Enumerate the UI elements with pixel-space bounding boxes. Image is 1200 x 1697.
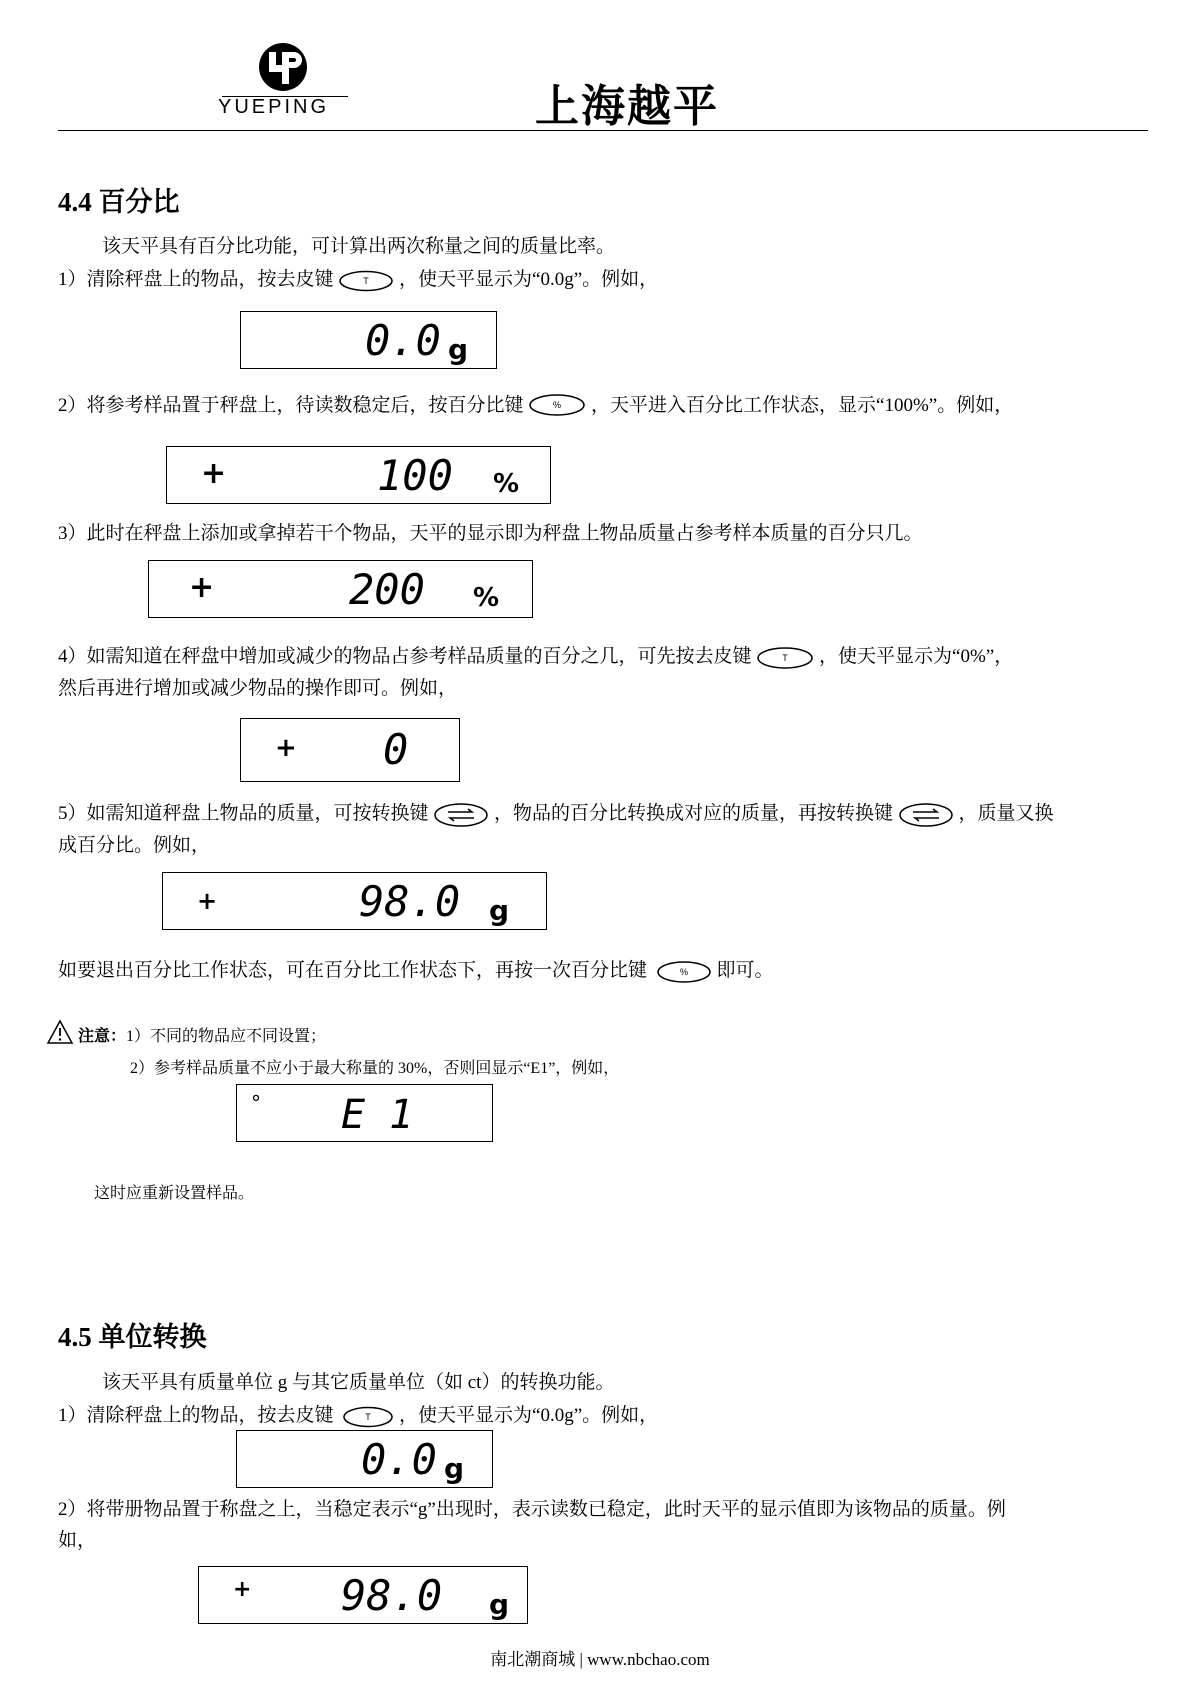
sec44-step5-text-b: ，物品的百分比转换成对应的质量，再按转换键: [494, 803, 894, 824]
lcd-sign: +: [189, 570, 215, 605]
tare-key-label: T: [782, 652, 789, 663]
sec44-intro: 该天平具有百分比功能，可计算出两次称量之间的质量比率。: [102, 236, 616, 257]
logo-text: YUEPING: [218, 96, 330, 118]
warning-icon: [46, 1019, 74, 1045]
lcd-unit: g: [444, 1452, 465, 1485]
lcd-value: 100: [377, 451, 453, 500]
sec44-reset: 这时应重新设置样品。: [94, 1185, 255, 1202]
sec44-step5: [58, 798, 1054, 828]
sec44-step3: 3）此时在秤盘上添加或拿掉若干个物品，天平的显示即为秤盘上物品质量占参考样本质量的百分只几。: [58, 523, 923, 544]
sec44-step4-text-a: 4）如需知道在秤盘中增加或减少的物品占参考样品质量的百分之几，可先按去皮键: [58, 646, 752, 667]
note-line-1: [78, 1023, 326, 1046]
lcd-sign: +: [233, 1577, 252, 1602]
percent-key-label: %: [679, 966, 688, 977]
lcd-display-7: [236, 1430, 493, 1488]
lcd-value: 98.0: [359, 877, 461, 926]
sec44-step1-text-b: ，使天平显示为“0.0g”。例如，: [399, 269, 659, 290]
tare-key-icon: [756, 645, 814, 671]
lcd-sign: +: [201, 456, 227, 491]
lcd-value: 98.0: [341, 1571, 443, 1620]
tare-key-label: T: [363, 275, 370, 286]
lcd-value: 200: [349, 565, 425, 614]
sec45-step1-text-b: ，使天平显示为“0.0g”。例如，: [399, 1405, 659, 1426]
lcd-display-4: [240, 718, 460, 782]
sec44-step4: [58, 641, 1013, 671]
sec44-step2-text-b: ，天平进入百分比工作状态，显示“100%”。例如，: [591, 395, 1014, 416]
convert-key-icon: [433, 802, 489, 828]
sec44-step4-cont: 然后再进行增加或减少物品的操作即可。例如，: [58, 678, 458, 699]
lcd-display-2: [166, 446, 551, 504]
section-4-4-title: 4.4 百分比: [58, 187, 180, 217]
tare-key-icon: [338, 1405, 394, 1429]
note-2: 2）参考样品质量不应小于最大称量的 30%，否则回显示“E1”，例如，: [130, 1060, 620, 1077]
sec44-step1-text-a: 1）清除秤盘上的物品，按去皮键: [58, 269, 334, 290]
sec45-intro: 该天平具有质量单位 g 与其它质量单位（如 ct）的转换功能。: [102, 1372, 615, 1393]
sec44-exit-text-b: 即可。: [716, 960, 774, 981]
lcd-display-3: [148, 560, 533, 618]
lcd-unit: %: [473, 583, 500, 613]
lcd-unit: g: [489, 1588, 510, 1621]
lcd-value: E 1: [341, 1092, 414, 1138]
logo-underline: [222, 96, 348, 97]
lcd-display-5: [162, 872, 547, 930]
tare-key-icon: [338, 270, 394, 292]
header-rule: [58, 130, 1148, 131]
sec44-step4-text-b: ，使天平显示为“0%”，: [819, 646, 1014, 667]
lcd-unit: %: [493, 469, 520, 499]
lcd-unit: g: [448, 333, 469, 366]
percent-key-icon: [528, 393, 586, 421]
sec45-step2-cont: 如，: [58, 1530, 97, 1551]
tare-key-label: T: [365, 1411, 372, 1422]
lcd-value: 0.0: [365, 316, 441, 365]
footer-link[interactable]: 南北潮商城 | www.nbchao.com: [490, 1650, 710, 1669]
sec44-step2-text-a: 2）将参考样品置于秤盘上，待读数稳定后，按百分比键: [58, 395, 524, 416]
percent-key-label: %: [553, 399, 562, 410]
yueping-logo-icon: [258, 42, 308, 92]
lcd-stable-mark: °: [251, 1091, 261, 1115]
note-label: 注意：: [78, 1028, 127, 1045]
lcd-sign: +: [275, 733, 297, 763]
note-1: 1）不同的物品应不同设置；: [126, 1028, 327, 1045]
lcd-value: 0: [383, 725, 409, 774]
company-name: 上海越平: [535, 81, 719, 132]
lcd-display-6: [236, 1084, 493, 1142]
lcd-sign: +: [197, 887, 218, 915]
sec44-step5-cont: 成百分比。例如，: [58, 835, 211, 856]
sec45-step1: [58, 1400, 658, 1429]
sec44-step1: [58, 264, 658, 292]
lcd-display-1: [240, 311, 497, 369]
convert-key-icon: [898, 802, 954, 828]
sec45-step2: 2）将带册物品置于称盘之上，当稳定表示“g”出现时，表示读数已稳定，此时天平的显示值即为该物品的质量。例: [58, 1499, 1006, 1520]
lcd-display-8: [198, 1566, 528, 1624]
sec44-exit: [58, 955, 774, 985]
lcd-unit: g: [489, 894, 510, 927]
sec44-exit-text-a: 如要退出百分比工作状态，可在百分比工作状态下，再按一次百分比键: [58, 960, 648, 981]
section-4-5-title: 4.5 单位转换: [58, 1322, 207, 1352]
sec44-step2: [58, 390, 1013, 421]
sec44-step5-text-a: 5）如需知道秤盘上物品的质量，可按转换键: [58, 803, 429, 824]
sec44-step5-text-c: ，质量又换: [958, 803, 1054, 824]
sec45-step1-text-a: 1）清除秤盘上的物品，按去皮键: [58, 1405, 334, 1426]
lcd-value: 0.0: [361, 1435, 437, 1484]
percent-key-icon: [652, 959, 712, 985]
